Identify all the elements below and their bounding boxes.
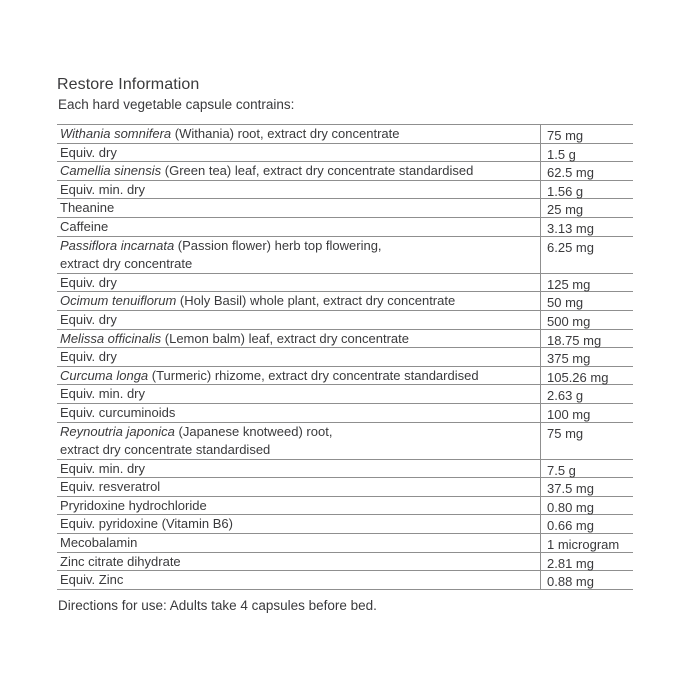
table-row bbox=[57, 497, 633, 516]
ingredient-text: (Lemon balm) leaf, extract dry concentrate bbox=[161, 330, 409, 346]
ingredient-amount: 50 mg bbox=[540, 292, 633, 310]
ingredient-label bbox=[57, 125, 540, 143]
table-row bbox=[57, 553, 633, 572]
ingredient-label-line1 bbox=[60, 498, 207, 513]
ingredient-label-line1 bbox=[60, 424, 332, 439]
ingredient-latin-name: Ocimum tenuiflorum bbox=[60, 293, 177, 309]
table-row bbox=[57, 292, 633, 311]
ingredient-label-line1 bbox=[60, 368, 479, 383]
ingredient-amount: 2.63 g bbox=[540, 385, 633, 403]
ingredient-label-line1 bbox=[60, 405, 175, 420]
ingredient-amount: 7.5 g bbox=[540, 460, 633, 478]
ingredient-label bbox=[57, 385, 540, 403]
ingredient-text: (Passion flower) herb top flowering, bbox=[174, 237, 382, 253]
table-row bbox=[57, 274, 633, 293]
ingredient-text: Equiv. pyridoxine (Vitamin B6) bbox=[60, 516, 233, 532]
ingredient-amount: 375 mg bbox=[540, 348, 633, 366]
ingredient-label-line1 bbox=[60, 349, 117, 364]
ingredient-label bbox=[57, 274, 540, 292]
table-row bbox=[57, 534, 633, 553]
table-row bbox=[57, 385, 633, 404]
ingredient-label bbox=[57, 497, 540, 515]
ingredient-amount: 6.25 mg bbox=[540, 237, 633, 273]
ingredient-text: (Japanese knotweed) root, bbox=[174, 423, 333, 439]
ingredient-label-line1 bbox=[60, 238, 382, 253]
ingredient-text: Equiv. Zinc bbox=[60, 572, 124, 588]
ingredient-text: Equiv. min. dry bbox=[60, 460, 146, 476]
ingredient-amount: 62.5 mg bbox=[540, 162, 633, 180]
table-row bbox=[57, 423, 633, 460]
ingredient-text: Equiv. dry bbox=[60, 274, 117, 290]
ingredient-amount: 100 mg bbox=[540, 404, 633, 422]
ingredient-amount: 1.56 g bbox=[540, 181, 633, 199]
ingredient-text: Mecobalamin bbox=[60, 535, 138, 551]
ingredient-label bbox=[57, 348, 540, 366]
table-row bbox=[57, 311, 633, 330]
page-title: Restore Information bbox=[57, 76, 200, 93]
ingredient-amount: 75 mg bbox=[540, 125, 633, 143]
ingredient-amount: 125 mg bbox=[540, 274, 633, 292]
ingredient-amount: 37.5 mg bbox=[540, 478, 633, 496]
ingredient-label-line1 bbox=[60, 293, 455, 308]
table-row bbox=[57, 125, 633, 144]
table-row bbox=[57, 162, 633, 181]
ingredient-label bbox=[57, 292, 540, 310]
ingredient-amount: 1 microgram bbox=[540, 534, 633, 552]
ingredient-label bbox=[57, 534, 540, 552]
ingredient-label bbox=[57, 571, 540, 589]
ingredient-label-line1 bbox=[60, 219, 108, 234]
ingredient-label bbox=[57, 199, 540, 217]
ingredient-text: Equiv. min. dry bbox=[60, 181, 146, 197]
table-row bbox=[57, 181, 633, 200]
ingredient-label bbox=[57, 218, 540, 236]
ingredient-label bbox=[57, 144, 540, 162]
ingredient-label bbox=[57, 478, 540, 496]
ingredient-label-line1 bbox=[60, 275, 117, 290]
ingredient-amount: 25 mg bbox=[540, 199, 633, 217]
ingredient-label bbox=[57, 404, 540, 422]
ingredient-amount: 3.13 mg bbox=[540, 218, 633, 236]
ingredient-latin-name: Passiflora incarnata bbox=[60, 237, 175, 253]
ingredient-text: (Green tea) leaf, extract dry concentrate standardised bbox=[161, 163, 474, 179]
ingredient-amount: 1.5 g bbox=[540, 144, 633, 162]
ingredient-amount: 105.26 mg bbox=[540, 367, 633, 385]
ingredient-text: Equiv. curcuminoids bbox=[60, 404, 176, 420]
ingredient-amount: 2.81 mg bbox=[540, 553, 633, 571]
ingredient-text: Theanine bbox=[60, 200, 115, 216]
ingredient-text: Equiv. dry bbox=[60, 349, 117, 365]
ingredient-label bbox=[57, 181, 540, 199]
ingredient-text: Equiv. dry bbox=[60, 144, 117, 160]
ingredient-label bbox=[57, 460, 540, 478]
ingredient-amount: 500 mg bbox=[540, 311, 633, 329]
ingredient-text: Equiv. min. dry bbox=[60, 386, 146, 402]
ingredient-amount: 0.66 mg bbox=[540, 515, 633, 533]
table-row bbox=[57, 218, 633, 237]
ingredient-label bbox=[57, 367, 540, 385]
ingredient-label bbox=[57, 330, 540, 348]
table-row bbox=[57, 144, 633, 163]
ingredient-label-line1 bbox=[60, 126, 399, 141]
ingredient-amount: 18.75 mg bbox=[540, 330, 633, 348]
table-row bbox=[57, 199, 633, 218]
ingredient-label-line1 bbox=[60, 163, 473, 178]
table-row bbox=[57, 237, 633, 274]
ingredient-text: (Holy Basil) whole plant, extract dry concentrate bbox=[176, 293, 456, 309]
ingredient-text: (Turmeric) rhizome, extract dry concentrate standardised bbox=[148, 367, 479, 383]
ingredient-text: Equiv. dry bbox=[60, 311, 117, 327]
ingredient-text: Caffeine bbox=[60, 218, 109, 234]
ingredient-text-line2: extract dry concentrate bbox=[60, 256, 193, 272]
table-row bbox=[57, 571, 633, 590]
ingredient-latin-name: Reynoutria japonica bbox=[60, 423, 175, 439]
ingredient-label bbox=[57, 162, 540, 180]
ingredient-text: (Withania) root, extract dry concentrate bbox=[171, 126, 400, 141]
ingredient-label-line1 bbox=[60, 312, 117, 327]
ingredients-table bbox=[57, 124, 633, 590]
ingredient-latin-name: Withania somnifera bbox=[60, 126, 172, 141]
ingredient-label-line1 bbox=[60, 386, 145, 401]
ingredient-amount: 75 mg bbox=[540, 423, 633, 459]
ingredient-label-line1 bbox=[60, 331, 409, 346]
ingredient-label-line1 bbox=[60, 479, 160, 494]
directions-text: Directions for use: Adults take 4 capsules before bed. bbox=[58, 597, 377, 613]
ingredient-text-line2: extract dry concentrate standardised bbox=[60, 442, 271, 457]
ingredient-latin-name: Curcuma longa bbox=[60, 367, 149, 383]
table-row bbox=[57, 478, 633, 497]
ingredient-amount: 0.88 mg bbox=[540, 571, 633, 589]
ingredient-label bbox=[57, 553, 540, 571]
ingredient-latin-name: Melissa officinalis bbox=[60, 330, 162, 346]
ingredients-table-body bbox=[57, 125, 633, 590]
ingredient-text: Pryridoxine hydrochloride bbox=[60, 497, 207, 513]
ingredient-label-line1 bbox=[60, 572, 123, 587]
ingredient-label-line1 bbox=[60, 554, 181, 569]
table-row bbox=[57, 515, 633, 534]
ingredient-label-line1 bbox=[60, 535, 137, 550]
ingredient-label-line1 bbox=[60, 516, 233, 531]
ingredient-text: Zinc citrate dihydrate bbox=[60, 553, 181, 569]
table-row bbox=[57, 460, 633, 479]
table-row bbox=[57, 367, 633, 386]
ingredient-label-line1 bbox=[60, 145, 117, 160]
ingredient-label bbox=[57, 311, 540, 329]
ingredient-label bbox=[57, 237, 540, 273]
ingredient-label bbox=[57, 423, 540, 459]
subtitle: Each hard vegetable capsule contrains: bbox=[58, 97, 295, 112]
ingredient-label-line1 bbox=[60, 461, 145, 476]
ingredient-amount: 0.80 mg bbox=[540, 497, 633, 515]
table-row bbox=[57, 330, 633, 349]
table-row bbox=[57, 404, 633, 423]
ingredient-label-line1 bbox=[60, 200, 114, 215]
ingredient-text: Equiv. resveratrol bbox=[60, 479, 161, 495]
table-row bbox=[57, 348, 633, 367]
ingredient-latin-name: Camellia sinensis bbox=[60, 163, 162, 179]
ingredient-label-line1 bbox=[60, 182, 145, 197]
ingredient-label bbox=[57, 515, 540, 533]
